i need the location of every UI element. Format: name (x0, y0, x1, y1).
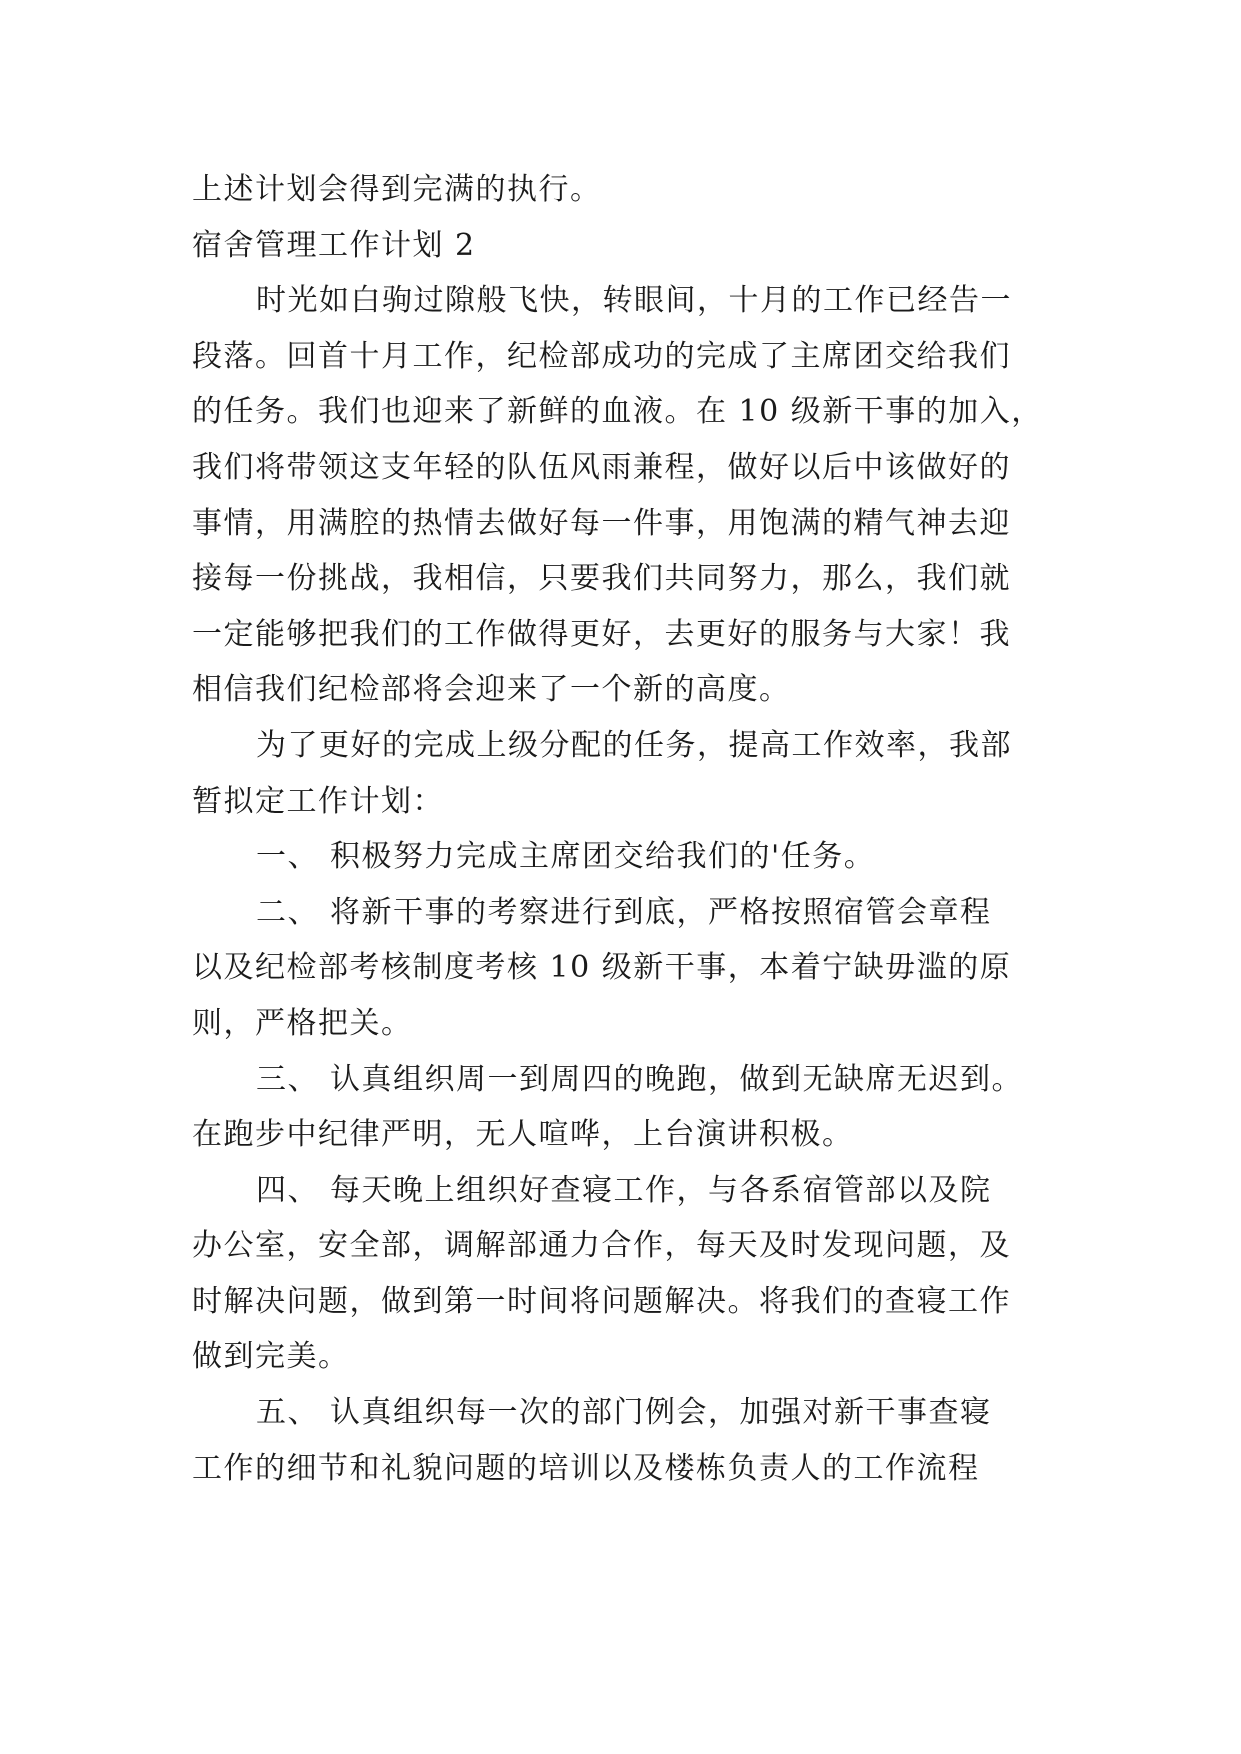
text-line: 段落。回首十月工作，纪检部成功的完成了主席团交给我们 (192, 338, 1011, 374)
text-line: 时解决问题，做到第一时间将问题解决。将我们的查寝工作 (192, 1283, 1011, 1319)
section-heading: 宿舍管理工作计划 2 (192, 227, 476, 263)
text-line: 一定能够把我们的工作做得更好，去更好的服务与大家！我 (192, 616, 1011, 652)
text-line: 的任务。我们也迎来了新鲜的血液。在 10 级新干事的加入， (192, 394, 1043, 430)
text-line: 事情，用满腔的热情去做好每一件事，用饱满的精气神去迎 (192, 505, 1011, 541)
text-line: 五、 认真组织每一次的部门例会，加强对新干事查寝 (256, 1395, 992, 1431)
text-line: 二、 将新干事的考察进行到底，严格按照宿管会章程 (256, 894, 992, 930)
text-line: 为了更好的完成上级分配的任务，提高工作效率，我部 (256, 727, 1012, 763)
text-line: 工作的细节和礼貌问题的培训以及楼栋负责人的工作流程 (192, 1450, 980, 1486)
text-line: 暂拟定工作计划： (192, 783, 444, 819)
text-line: 我们将带领这支年轻的队伍风雨兼程，做好以后中该做好的 (192, 449, 1011, 485)
text-line: 三、 认真组织周一到周四的晚跑，做到无缺席无迟到。 (256, 1061, 1024, 1097)
text-line: 做到完美。 (192, 1339, 350, 1375)
text-line: 上述计划会得到完满的执行。 (192, 172, 602, 207)
text-line: 相信我们纪检部将会迎来了一个新的高度。 (192, 672, 791, 708)
text-line: 则，严格把关。 (192, 1005, 413, 1041)
text-line: 以及纪检部考核制度考核 10 级新干事，本着宁缺毋滥的原 (192, 950, 1012, 986)
text-line: 四、 每天晚上组织好查寝工作，与各系宿管部以及院 (256, 1172, 992, 1208)
text-line: 一、 积极努力完成主席团交给我们的'任务。 (256, 839, 876, 875)
text-line: 时光如白驹过隙般飞快，转眼间，十月的工作已经告一 (256, 283, 1012, 319)
text-line: 办公室，安全部，调解部通力合作，每天及时发现问题，及 (192, 1228, 1011, 1264)
text-line: 接每一份挑战，我相信，只要我们共同努力，那么，我们就 (192, 561, 1011, 597)
document-body (192, 162, 1054, 1496)
text-line: 在跑步中纪律严明，无人喧哗，上台演讲积极。 (192, 1117, 854, 1153)
